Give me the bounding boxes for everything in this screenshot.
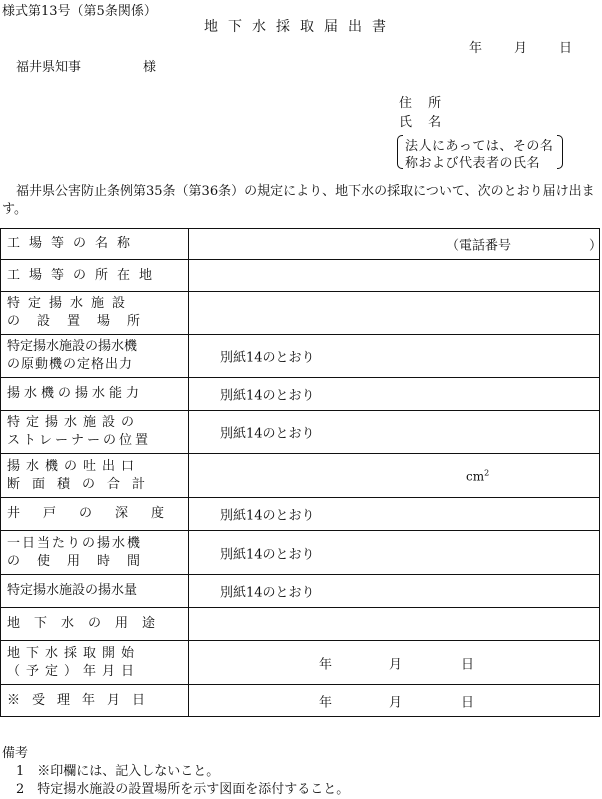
left-bracket <box>397 135 403 169</box>
value-factory-location[interactable] <box>189 260 600 292</box>
label-start-date: 地下水採取開始 （予定）年月日 <box>1 641 189 685</box>
table-row <box>1 685 600 717</box>
value-factory-name[interactable] <box>189 229 600 260</box>
label-pump-capacity: 揚水機の揚水能力 <box>1 378 189 411</box>
table-row <box>1 260 600 292</box>
corporate-note-line1: 法人にあっては、その名 <box>405 139 554 154</box>
address-label: 住 所 <box>399 96 448 111</box>
table-row <box>1 454 600 498</box>
date-year-label: 年 <box>469 41 483 56</box>
label-pumping-volume: 特定揚水施設の揚水量 <box>1 575 189 608</box>
form-number: 様式第13号（第5条関係） <box>2 4 157 19</box>
value-start-date[interactable]: 年 月 日 <box>189 641 600 685</box>
table-row <box>1 498 600 531</box>
addressee: 福井県知事 <box>16 60 82 75</box>
value-water-use[interactable] <box>189 608 600 641</box>
value-outlet-area[interactable] <box>189 454 600 498</box>
value-strainer-position[interactable]: 別紙14のとおり <box>189 411 600 454</box>
table-row <box>1 411 600 454</box>
notes-heading: 備考 <box>2 746 29 761</box>
table-row <box>1 378 600 411</box>
note-item-2: 2 特定揚水施設の設置場所を示す図面を添付すること。 <box>16 782 350 797</box>
honorific: 様 <box>143 60 157 75</box>
label-outlet-area: 揚水機の吐出口 断面積の合計 <box>1 454 189 498</box>
table-row <box>1 292 600 335</box>
value-daily-hours[interactable]: 別紙14のとおり <box>189 531 600 575</box>
application-table <box>0 228 600 717</box>
intro-paragraph: 福井県公害防止条例第35条（第36条）の規定により、地下水の採取について、次のとおり届け出ます。 <box>2 184 595 217</box>
corporate-note-line2: 称および代表者の氏名 <box>405 156 541 171</box>
label-daily-hours: 一日当たりの揚水機 の使用時間 <box>1 531 189 575</box>
value-facility-site[interactable] <box>189 292 600 335</box>
label-strainer-position: 特定揚水施設の ストレーナーの位置 <box>1 411 189 454</box>
label-factory-name: 工場等の名称 <box>1 229 189 260</box>
value-received-date[interactable]: 年 月 日 <box>189 685 600 717</box>
corporate-note <box>397 135 563 169</box>
table-row <box>1 575 600 608</box>
label-received-date: ※受理年月日 <box>1 685 189 717</box>
document-title: 地下水採取届出書 <box>204 19 396 35</box>
unit-cm2: $cm^2$ <box>466 468 490 483</box>
table-row <box>1 229 600 260</box>
table-row <box>1 335 600 378</box>
notes <box>2 745 349 799</box>
date-month-label: 月 <box>514 41 528 56</box>
label-well-depth: 井戸の深度 <box>1 498 189 531</box>
table-row <box>1 641 600 685</box>
label-facility-site: 特定揚水施設 の設置場所 <box>1 292 189 335</box>
table-row <box>1 531 600 575</box>
date-day-label: 日 <box>559 41 573 56</box>
label-water-use: 地下水の用途 <box>1 608 189 641</box>
table-row <box>1 608 600 641</box>
value-pump-capacity[interactable]: 別紙14のとおり <box>189 378 600 411</box>
note-item-1: 1 ※印欄には、記入しないこと。 <box>16 764 220 779</box>
label-motor-output: 特定揚水施設の揚水機 の原動機の定格出力 <box>1 335 189 378</box>
phone-close: ） <box>589 238 602 254</box>
value-well-depth[interactable]: 別紙14のとおり <box>189 498 600 531</box>
phone-label: （電話番号 <box>446 238 512 254</box>
right-bracket <box>557 135 563 169</box>
value-motor-output[interactable]: 別紙14のとおり <box>189 335 600 378</box>
label-factory-location: 工場等の所在地 <box>1 260 189 292</box>
value-pumping-volume[interactable]: 別紙14のとおり <box>189 575 600 608</box>
name-label: 氏 名 <box>399 115 448 130</box>
